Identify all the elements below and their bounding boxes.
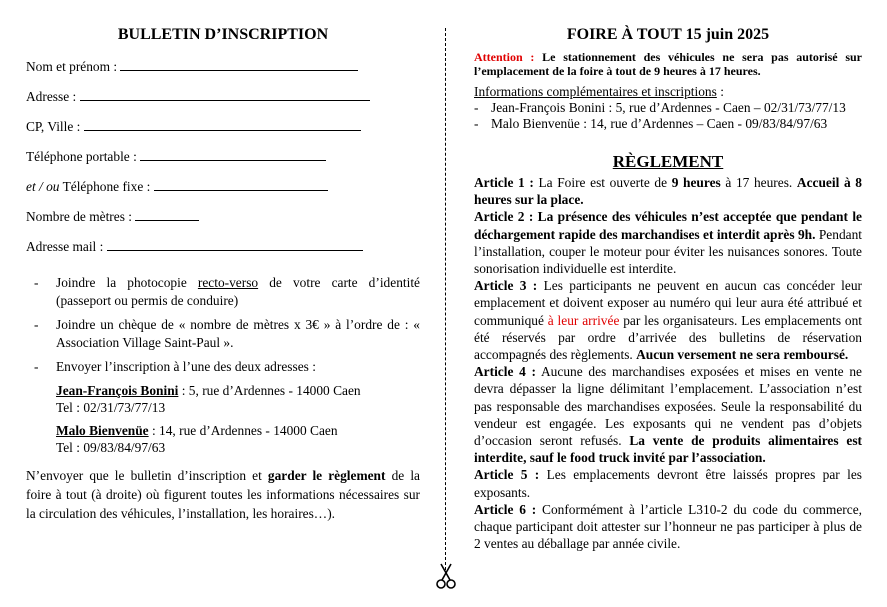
field-mail-label: Adresse mail : (26, 239, 104, 254)
address-tel: Tel : 09/83/84/97/63 (56, 440, 166, 455)
instruction-item: - Envoyer l’inscription à l’une des deux adresses : (34, 359, 316, 374)
field-adresse-label: Adresse : (26, 89, 77, 104)
address-block (56, 382, 420, 416)
event-title: FOIRE À TOUT 15 juin 2025 (566, 26, 770, 43)
article-4: Article 4 : Aucune des marchandises exposées et mises en vente ne devra dépasser la ligne délimitant l’emplacement. L’association n’est pas responsable des marchandises exposées. Seule la responsabilité du vendeur est engagée. Les exposants qui ne vendent pas d’objets d’occasion seront refusés. La vente de produits alimentaires est interdite, sauf le food truck invité par l’association. (474, 364, 862, 466)
field-metres (26, 206, 420, 236)
mailing-addresses (56, 382, 420, 456)
field-tel-fixe-label: Téléphone fixe : (59, 179, 151, 194)
attention-notice: Attention : Le stationnement des véhicules ne sera pas autorisé sur l’emplacement de la foire à tout de 9 heures à 17 heures. (474, 50, 862, 78)
attention-label: Attention : (474, 50, 535, 64)
address-street: : 14, rue d’Ardennes - 14000 Caen (148, 423, 338, 438)
article-6: Article 6 : Conformément à l’article L310-2 du code du commerce, chaque participant doit attester sur l’honneur ne pas participer à plus de 2 ventes au déballage par année civile. (474, 501, 862, 552)
address-tel: Tel : 02/31/73/77/13 (56, 400, 166, 415)
article-1: Article 1 : La Foire est ouverte de 9 heures à 17 heures. Accueil à 8 heures sur la place. (474, 175, 862, 208)
article-5: Article 5 : Les emplacements devront être laissés propres par les exposants. (474, 467, 862, 500)
field-metres-label: Nombre de mètres : (26, 209, 132, 224)
instructions-list (26, 274, 420, 376)
field-tel-fixe-line[interactable] (154, 176, 328, 191)
scissors-icon (435, 563, 457, 591)
field-metres-line[interactable] (135, 206, 199, 221)
article-2: Article 2 : La présence des véhicules n’est acceptée que pendant le déchargement rapide des marchandises et interdit après 9h. Pendant l’installation, couper le moteur pour éviter les nuisances sonores. Toute sonorisation individuelle est interdite. (474, 209, 862, 277)
event-rules (474, 26, 862, 552)
cut-line (445, 28, 446, 570)
field-tel-portable (26, 146, 420, 176)
contact-item: - Malo Bienvenüe : 14, rue d’Ardennes – Caen - 09/83/84/97/63 (474, 116, 828, 131)
field-cp-line[interactable] (84, 116, 361, 131)
field-cp-label: CP, Ville : (26, 119, 81, 134)
field-mail-line[interactable] (107, 236, 363, 251)
contact-item: - Jean-François Bonini : 5, rue d’Ardennes - Caen – 02/31/73/77/13 (474, 100, 846, 115)
reglement-title: RÈGLEMENT (612, 152, 724, 171)
field-tel-fixe-prefix: et / ou (26, 179, 60, 194)
address-name: Malo Bienvenüe (56, 423, 149, 438)
footer-note: N’envoyer que le bulletin d’inscription et garder le règlement de la foire à tout (à droite) où figurent toutes les informations nécessaires sur la circulation des véhicules, l’installation, les horaires…). (26, 468, 420, 521)
field-adresse-line[interactable] (80, 86, 370, 101)
address-block (56, 422, 420, 456)
field-adresse (26, 86, 420, 116)
contacts-list (474, 100, 862, 132)
field-tel-portable-label: Téléphone portable : (26, 149, 137, 164)
field-nom (26, 56, 420, 86)
field-tel-fixe (26, 176, 420, 206)
field-tel-portable-line[interactable] (140, 146, 326, 161)
field-nom-label: Nom et prénom : (26, 59, 118, 74)
address-name: Jean-François Bonini (56, 383, 179, 398)
instruction-item: - Joindre la photocopie recto-verso de votre carte d’identité (passeport ou permis de conduire) (34, 275, 420, 308)
article-3: Article 3 : Les participants ne peuvent en aucun cas concéder leur emplacement et doivent exposer au numéro qui leur aura été attribué et communiqué à leur arrivée par les organisateurs. Les emplacements ont été réservés par ordre d’arrivée des bulletins de réservation accompagnés des règlements. Aucun versement ne sera remboursé. (474, 278, 862, 363)
address-street: : 5, rue d’Ardennes - 14000 Caen (178, 383, 361, 398)
instruction-item: - Joindre un chèque de « nombre de mètres x 3€ » à l’ordre de : « Association Village Saint-Paul ». (34, 317, 420, 350)
field-cp (26, 116, 420, 146)
field-nom-line[interactable] (120, 56, 358, 71)
form-title: BULLETIN D’INSCRIPTION (117, 26, 329, 43)
registration-form (26, 26, 420, 523)
field-mail (26, 236, 420, 266)
info-heading: Informations complémentaires et inscriptions : (474, 84, 724, 99)
